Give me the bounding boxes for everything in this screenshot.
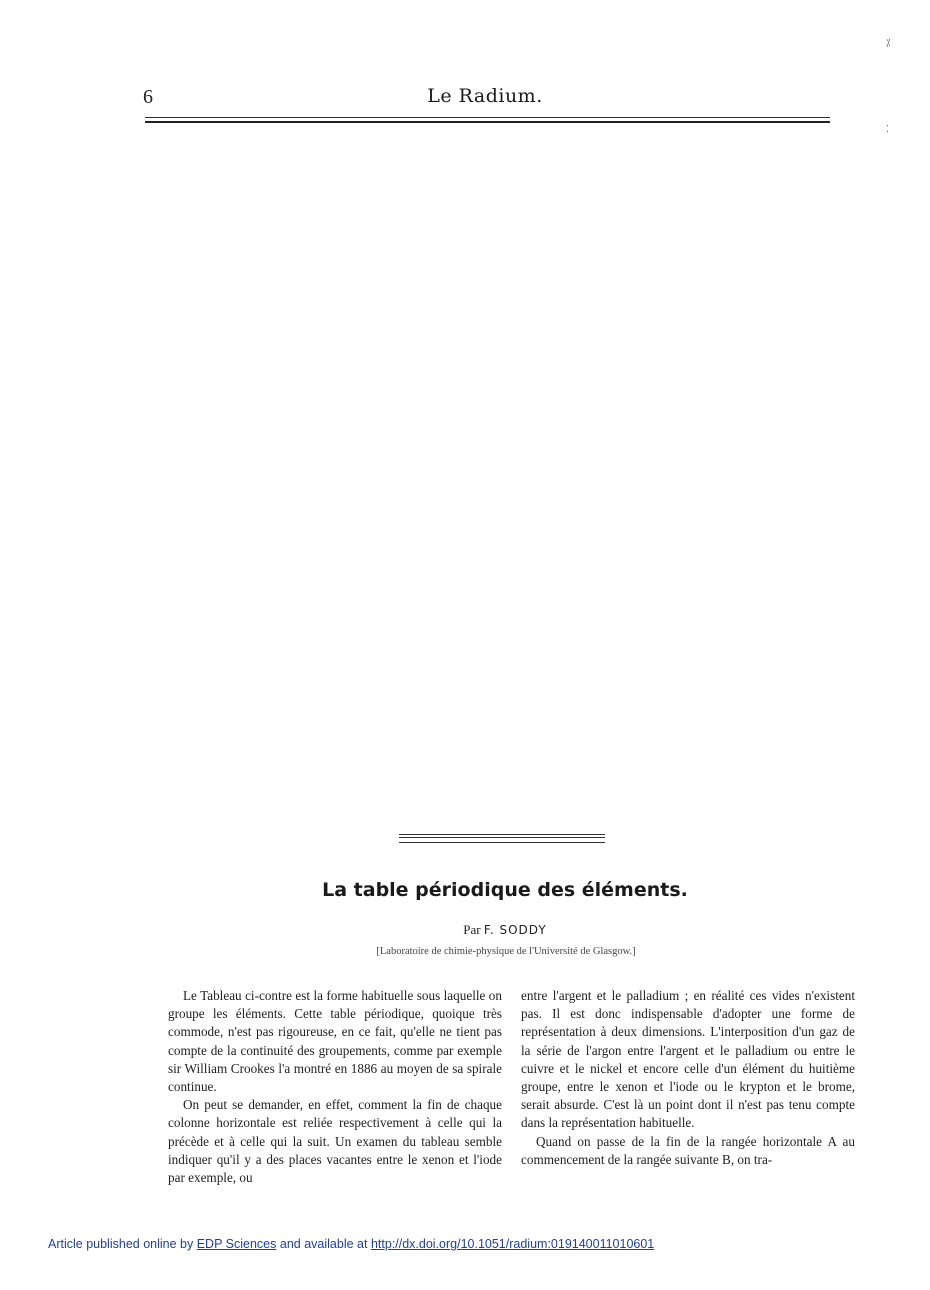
paragraph: Le Tableau ci-contre est la forme habituelle sous laquelle on groupe les éléments. Cette table périodique, quoique très commode, n'est pas rigoureuse, en ce fait, qu'elle ne tient pas compte de la continuité des groupements, comme par exemple sir William Crookes l'a montré en 1886 au moyen de sa spirale continue.	[168, 988, 502, 1095]
byline	[0, 922, 930, 938]
publisher-link[interactable]: EDP Sciences	[196, 1237, 277, 1251]
publication-footer	[48, 1237, 654, 1251]
scan-mark: ⁒	[886, 38, 891, 49]
paragraph: On peut se demander, en effet, comment la fin de chaque colonne horizontale est reliée respectivement à celle qui la précède et à celle qui la suit. Un examen du tableau semble indiquer qu'il y a des places vacantes entre le xenon et l'iode par exemple, ou	[168, 1097, 502, 1186]
byline-prefix: Par	[463, 922, 481, 937]
paragraph: Quand on passe de la fin de la rangée horizontale A au commencement de la rangée suivante B, on tra-	[521, 1133, 855, 1167]
right-column	[521, 987, 855, 1169]
footer-middle: and available at	[279, 1237, 368, 1251]
paragraph-continuation: entre l'argent et le palladium ; en réalité ces vides n'existent pas. Il est donc indispensable d'adopter une forme de représentation à deux dimensions. L'interposition d'un gaz de la série de l'argon entre l'argent et le palladium ou entre le cuivre et le nickel et encore celle d'un élément du huitième groupe, entre le xenon et l'iode ou le krypton et le brome, serait absurde. C'est là un point dont il n'est pas tenu compte dans la représentation habituelle.	[521, 988, 855, 1131]
scan-mark: ⁚	[886, 124, 890, 135]
running-title: Le Radium.	[427, 85, 543, 107]
author-name: F. SODDY	[483, 923, 547, 937]
section-ornament	[399, 834, 605, 844]
page-number: 6	[143, 86, 153, 108]
header-rule-thick	[145, 121, 830, 123]
header-rule	[145, 117, 830, 118]
author-affiliation: [Laboratoire de chimie-physique de l'Université de Glasgow.]	[376, 946, 636, 957]
doi-link[interactable]: http://dx.doi.org/10.1051/radium:019140011010601	[370, 1237, 655, 1251]
article-title: La table périodique des éléments.	[322, 879, 688, 901]
left-column	[168, 987, 502, 1187]
footer-prefix: Article published online by	[48, 1237, 194, 1251]
